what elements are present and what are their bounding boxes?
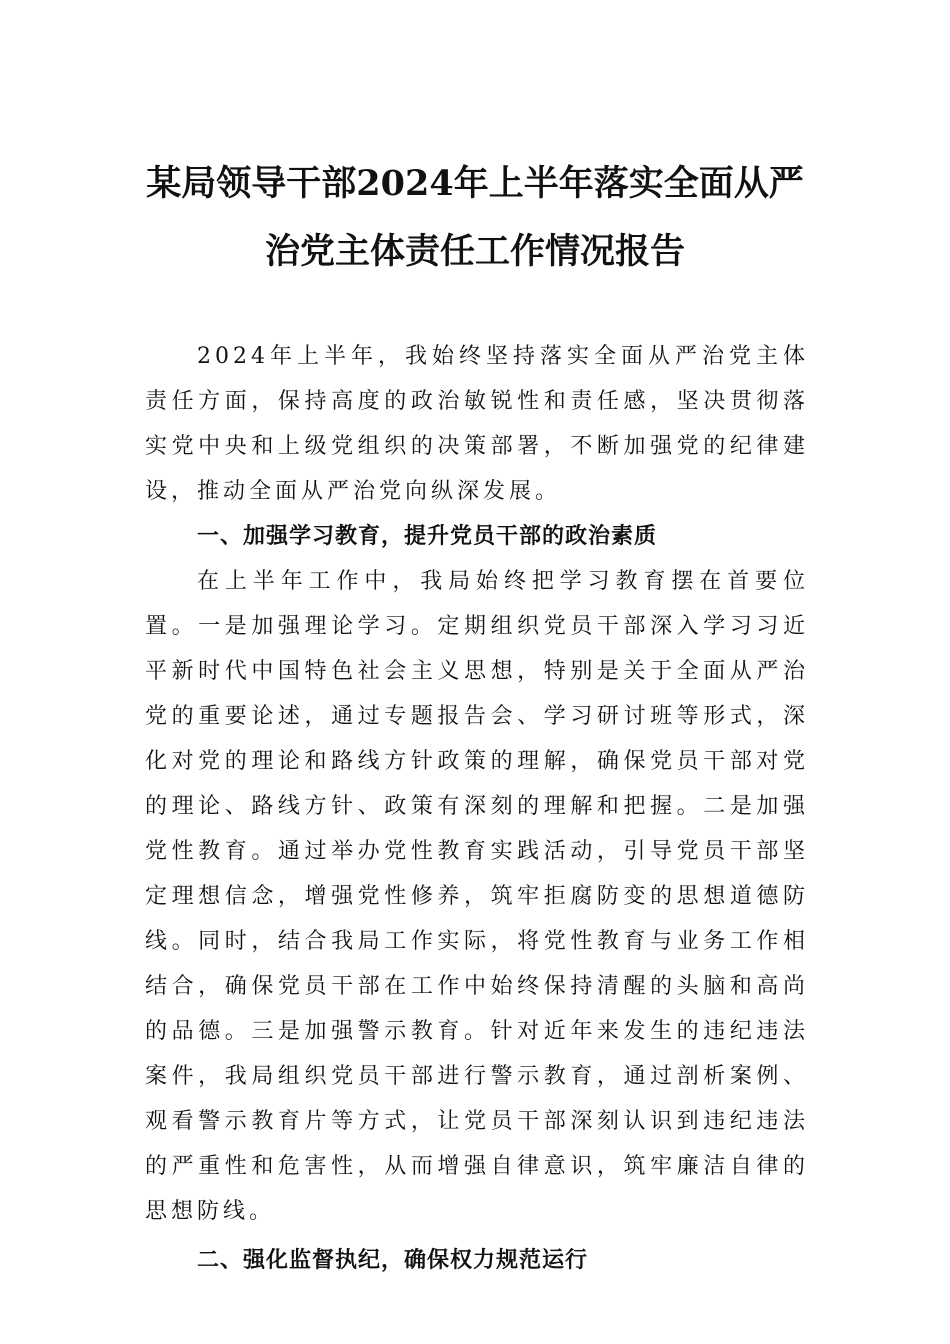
section-2-heading: 二、强化监督执纪，确保权力规范运行	[197, 1248, 589, 1273]
document-title-line-2: 治党主体责任工作情况报告	[264, 231, 685, 272]
intro-paragraph: 2024年上半年，我始终坚持落实全面从严治党主体责任方面，保持高度的政治敏锐性和责任感，坚决贯彻落实党中央和上级党组织的决策部署，不断加强党的纪律建设，推动全面从严治党向纵深发展。	[145, 344, 809, 504]
document-title-line-1: 某局领导干部2024年上半年落实全面从严	[146, 163, 804, 204]
section-1-heading: 一、加强学习教育，提升党员干部的政治素质	[197, 524, 658, 549]
section-1-paragraph: 在上半年工作中，我局始终把学习教育摆在首要位置。一是加强理论学习。定期组织党员干部深入学习习近平新时代中国特色社会主义思想，特别是关于全面从严治党的重要论述，通过专题报告会、学习研讨班等形式，深化对党的理论和路线方针政策的理解，确保党员干部对党的理论、路线方针、政策有深刻的理解和把握。二是加强党性教育。通过举办党性教育实践活动，引导党员干部坚定理想信念，增强党性修养，筑牢拒腐防变的思想道德防线。同时，结合我局工作实际，将党性教育与业务工作相结合，确保党员干部在工作中始终保持清醒的头脑和高尚的品德。三是加强警示教育。针对近年来发生的违纪违法案件，我局组织党员干部进行警示教育，通过剖析案例、观看警示教育片等方式，让党员干部深刻认识到违纪违法的严重性和危害性，从而增强自律意识，筑牢廉洁自律的思想防线。	[145, 569, 809, 1224]
document-body	[145, 334, 809, 1283]
